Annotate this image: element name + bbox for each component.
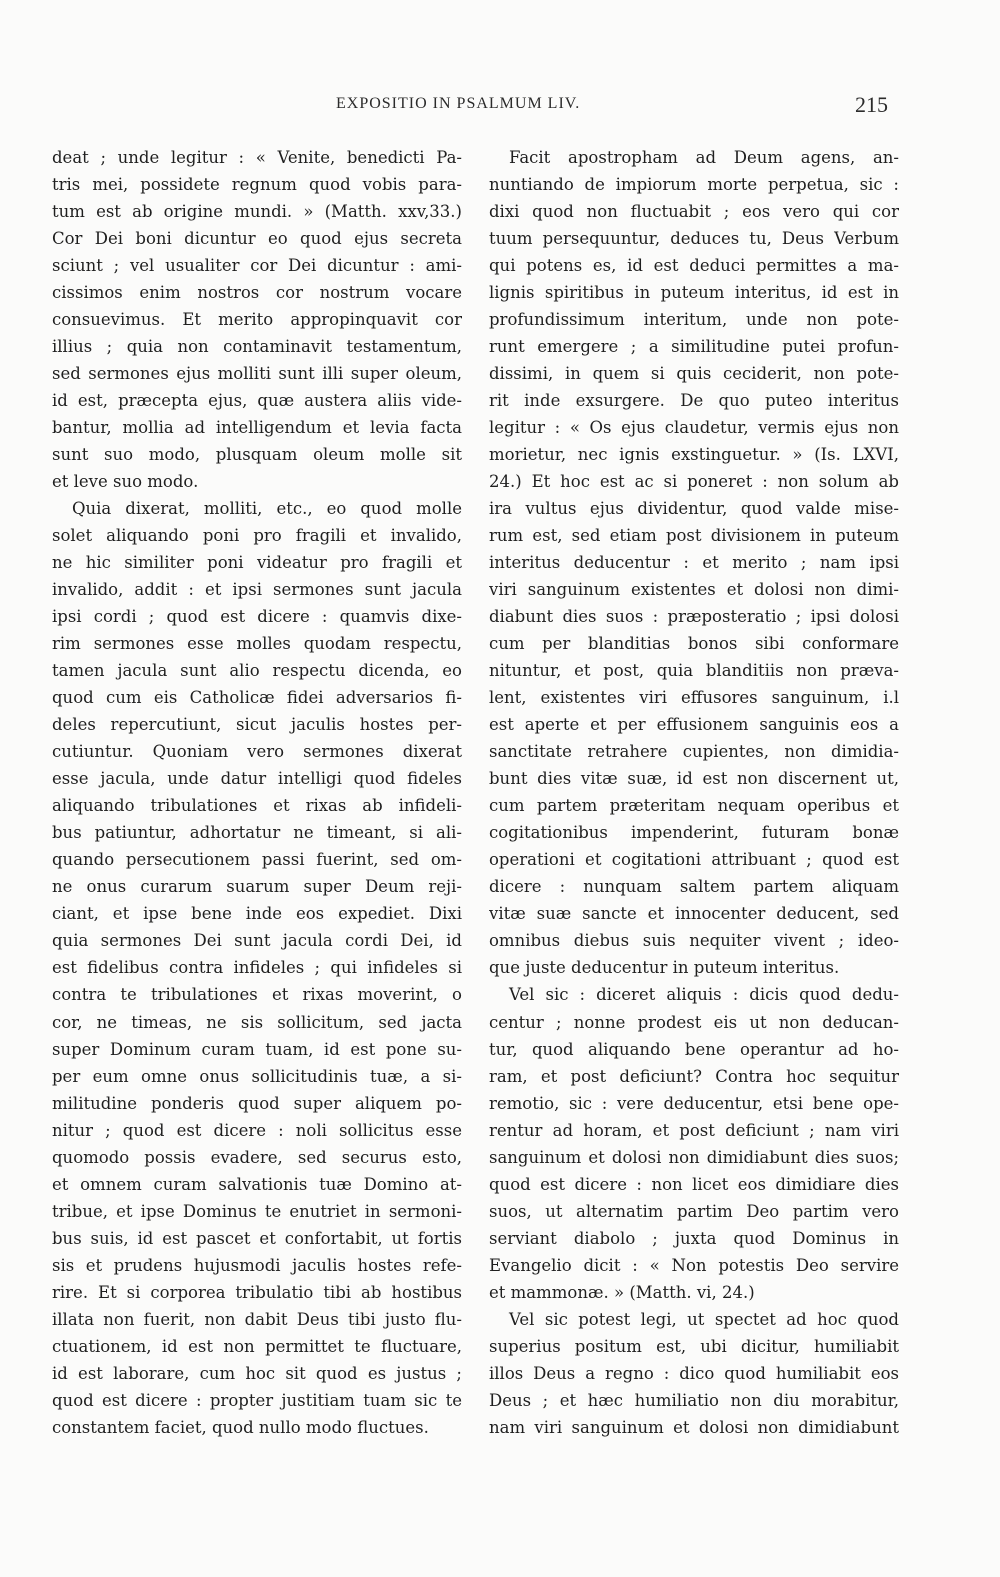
text-line: ram, et post deficiunt? Contra hoc sequitur [489,1066,899,1086]
text-line: tuum persequuntur, deduces tu, Deus Verbum [489,229,899,249]
text-line: deles repercutiunt, sicut jaculis hostes per- [52,715,462,735]
text-line: illos Deus a regno : dico quod humiliabit eos [489,1363,899,1383]
text-line: sed sermones ejus molliti sunt illi super oleum, [52,364,462,384]
page-number: 215 [855,92,888,117]
text-line: nuntiando de impiorum morte perpetua, sic : [489,175,899,195]
text-line: militudine ponderis quod super aliquem po- [52,1093,462,1113]
text-line: quod est dicere : propter justitiam tuam sic te [52,1390,462,1410]
text-line: diabunt dies suos : præposteratio ; ipsi dolosi [489,607,899,627]
text-line: serviant diabolo ; juxta quod Dominus in [489,1228,899,1248]
text-line: sanctitate retrahere cupientes, non dimidia- [489,742,899,762]
text-line: invalido, addit : et ipsi sermones sunt jacula [52,580,462,600]
text-line: cogitationibus impenderint, futuram bonæ [489,823,899,843]
text-line: id est laborare, cum hoc sit quod es justus ; [52,1363,462,1383]
text-line: dissimi, in quem si quis ceciderit, non pote- [489,364,899,384]
text-line: consuevimus. Et merito appropinquavit cor [52,310,462,330]
text-line: Vel sic potest legi, ut spectet ad hoc quod [509,1309,899,1329]
text-line: cutiuntur. Quoniam vero sermones dixerat [52,742,462,762]
text-line: lignis spiritibus in puteum interitus, id est in [489,283,899,303]
text-line: ne hic similiter poni videatur pro fragili et [52,553,462,573]
text-line: centur ; nonne prodest eis ut non deducan- [489,1012,899,1032]
text-line: et mammonæ. » (Matth. vi, 24.) [489,1282,755,1302]
text-line: omnibus diebus suis nequiter vivent ; ideo- [489,931,899,951]
text-line: interitus deducentur : et merito ; nam ipsi [489,553,899,573]
text-line: remotio, sic : vere deducentur, etsi bene ope- [489,1093,899,1113]
text-line: Deus ; et hæc humiliatio non diu morabitur, [489,1390,899,1410]
text-line: tamen jacula sunt alio respectu dicenda, eo [52,661,462,681]
running-title: EXPOSITIO IN PSALMUM LIV. [336,95,581,112]
text-line: que juste deducentur in puteum interitus. [489,958,840,978]
text-line: Vel sic : diceret aliquis : dicis quod dedu- [509,985,899,1005]
text-line: nitur ; quod est dicere : noli sollicitus esse [52,1120,462,1140]
text-line: quia sermones Dei sunt jacula cordi Dei, id [52,931,462,951]
text-line: vitæ suæ sancte et innocenter deducent, sed [489,904,899,924]
text-line: 24.) Et hoc est ac si poneret : non solum ab [489,472,899,492]
text-line: tum est ab origine mundi. » (Matth. xxv,33.) [52,202,462,222]
text-line: Cor Dei boni dicuntur eo quod ejus secreta [52,229,462,249]
text-line: deat ; unde legitur : « Venite, benedicti Pa- [52,148,462,167]
text-line: contra te tribulationes et rixas moverint, o [52,985,462,1005]
text-line: tur, quod aliquando bene operantur ad ho- [489,1039,899,1059]
text-line: est aperte et per effusionem sanguinis eos a [489,715,899,735]
text-line: suos, ut alternatim partim Deo partim vero [489,1201,899,1221]
text-line: ciant, et ipse bene inde eos expediet. Dixi [52,904,462,924]
text-line: rim sermones esse molles quodam respectu, [52,634,462,654]
text-line: cum per blanditias bonos sibi conformare [489,634,899,654]
text-line: dixi quod non fluctuabit ; eos vero qui cor [489,202,899,222]
text-line: quando persecutionem passi fuerint, sed om- [52,850,462,870]
text-line: qui potens es, id est deduci permittes a ma- [489,256,899,276]
text-line: rum est, sed etiam post divisionem in puteum [489,526,899,546]
text-line: tris mei, possidete regnum quod vobis para- [52,175,462,195]
text-line: sunt suo modo, plusquam oleum molle sit [52,445,462,465]
text-line: illius ; quia non contaminavit testamentum, [52,337,462,357]
text-line: id est, præcepta ejus, quæ austera aliis vide- [52,391,462,411]
text-line: et leve suo modo. [52,472,199,492]
text-line: profundissimum interitum, unde non pote- [489,310,899,330]
text-line: esse jacula, unde datur intelligi quod fideles [52,769,462,789]
text-line: cum partem præteritam nequam operibus et [489,796,899,816]
text-line: nam viri sanguinum et dolosi non dimidiabunt [489,1417,899,1437]
text-line: sanguinum et dolosi non dimidiabunt dies suos; [489,1147,899,1167]
text-line: viri sanguinum existentes et dolosi non dimi- [489,580,899,600]
text-line: solet aliquando poni pro fragili et invalido, [52,526,462,546]
text-line: ipsi cordi ; quod est dicere : quamvis dixe- [52,607,462,627]
text-line: ira vultus ejus dividentur, quod valde mise- [489,499,899,519]
text-line: rit inde exsurgere. De quo puteo interitus [489,391,899,411]
text-line: cor, ne timeas, ne sis sollicitum, sed jacta [52,1012,462,1032]
text-line: ctuationem, id est non permittet te fluctuare, [52,1336,462,1356]
text-line: runt emergere ; a similitudine putei profun- [489,337,899,357]
text-line: bus suis, id est pascet et confortabit, ut fortis [52,1228,462,1248]
text-line: rentur ad horam, et post deficiunt ; nam viri [489,1120,899,1140]
text-line: quod est dicere : non licet eos dimidiare dies [489,1174,899,1194]
text-line: lent, existentes viri effusores sanguinum, i.l [489,688,899,708]
text-line: legitur : « Os ejus claudetur, vermis ejus non [489,418,899,438]
text-line: bantur, mollia ad intelligendum et levia facta [52,418,462,438]
text-line: ne onus curarum suarum super Deum reji- [52,877,462,897]
text-line: superius positum est, ubi dicitur, humiliabit [489,1336,899,1356]
text-line: super Dominum curam tuam, id est pone su- [52,1039,462,1059]
text-line: Facit apostropham ad Deum agens, an- [509,148,899,167]
text-line: bunt dies vitæ suæ, id est non discernent ut, [489,769,899,789]
text-line: quod cum eis Catholicæ fidei adversarios fi- [52,688,462,708]
text-line: per eum omne onus sollicitudinis tuæ, a si- [52,1066,462,1086]
text-line: bus patiuntur, adhortatur ne timeant, si ali- [52,823,462,843]
text-line: est fidelibus contra infideles ; qui infideles si [52,958,462,978]
text-line: morietur, nec ignis exstinguetur. » (Is. LXVI, [489,445,899,465]
text-line: constantem faciet, quod nullo modo fluctues. [52,1417,429,1437]
left-column [52,144,462,1441]
text-line: et omnem curam salvationis tuæ Domino at- [52,1174,462,1194]
right-column [489,144,899,1441]
text-line: operationi et cogitationi attribuant ; quod est [489,850,899,870]
text-line: rire. Et si corporea tribulatio tibi ab hostibus [52,1282,462,1302]
text-line: Evangelio dicit : « Non potestis Deo servire [489,1255,899,1275]
text-line: nituntur, et post, quia blanditiis non præva- [489,661,899,681]
text-line: sciunt ; vel usualiter cor Dei dicuntur : ami- [52,256,462,276]
text-line: Quia dixerat, molliti, etc., eo quod molle [72,499,462,519]
text-line: aliquando tribulationes et rixas ab infideli- [52,796,462,816]
text-line: tribue, et ipse Dominus te enutriet in sermoni- [52,1201,462,1221]
text-line: illata non fuerit, non dabit Deus tibi justo flu- [52,1309,462,1329]
text-line: quomodo possis evadere, sed securus esto, [52,1147,462,1167]
text-line: sis et prudens hujusmodi jaculis hostes refe- [52,1255,462,1275]
text-line: dicere : nunquam saltem partem aliquam [489,877,899,897]
text-line: cissimos enim nostros cor nostrum vocare [52,283,462,303]
